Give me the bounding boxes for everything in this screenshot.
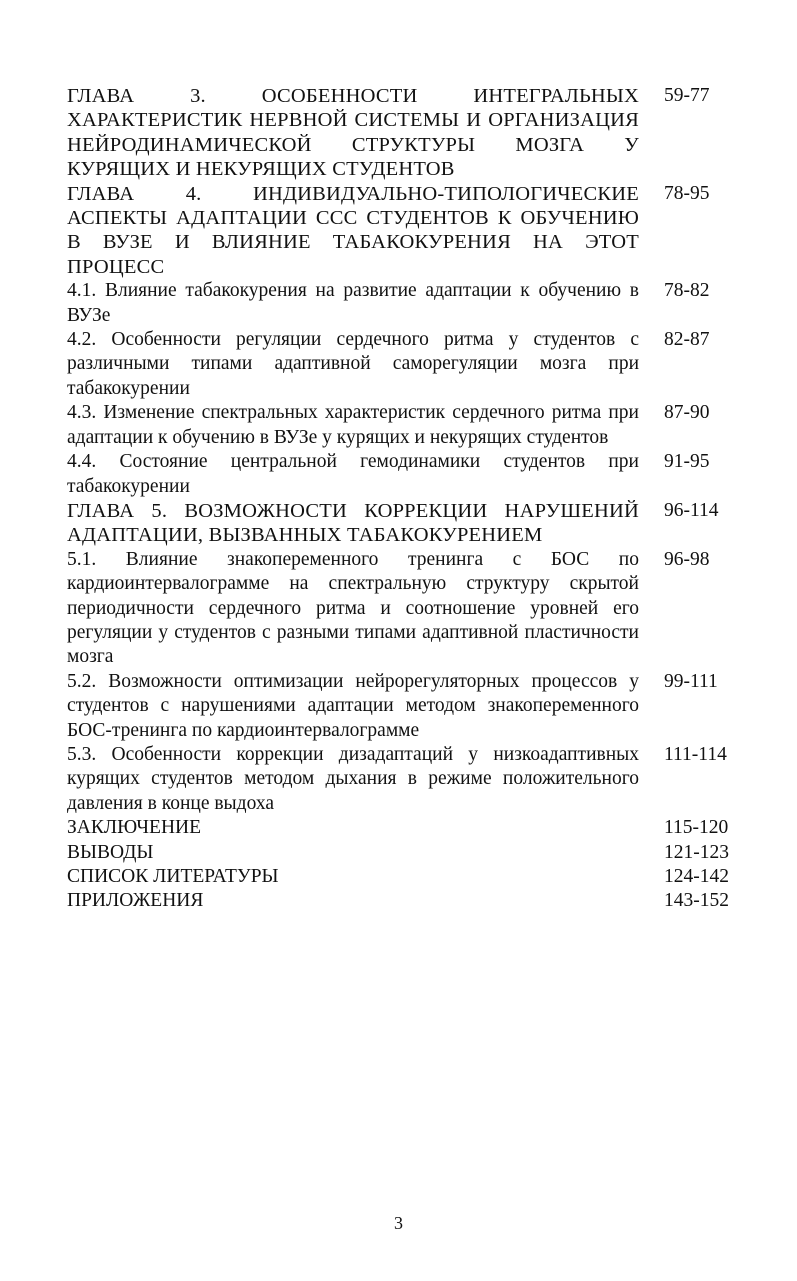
toc-entry-references <box>67 865 747 889</box>
page-number: 3 <box>394 1213 403 1233</box>
toc-entry-title: 5.2. Возможности оптимизации нейрорегуляторных процессов у студентов с нарушениями адаптации методом знакопеременного БОС-тренинга по кардиоинтервалограмме <box>67 670 639 741</box>
toc-entry-title: ЗАКЛЮЧЕНИЕ <box>67 817 202 839</box>
toc-entry-chapter-3 <box>67 84 747 182</box>
toc-entry-title: ГЛАВА 4. ИНДИВИДУАЛЬНО-ТИПОЛОГИЧЕСКИЕ АСПЕКТЫ АДАПТАЦИИ ССС СТУДЕНТОВ К ОБУЧЕНИЮ В ВУЗЕ И ВЛИЯНИЕ ТАБАКОКУРЕНИЯ НА ЭТОТ ПРОЦЕСС <box>67 182 639 278</box>
toc-entry-title: 4.1. Влияние табакокурения на развитие адаптации к обучению в ВУЗе <box>67 280 639 326</box>
toc-entry-title: 4.2. Особенности регуляции сердечного ритма у студентов с различными типами адаптивной саморегуляции мозга при табакокурении <box>67 329 639 399</box>
toc-entry-pages: 78-95 <box>664 182 710 204</box>
toc-entry-pages: 111-114 <box>664 743 727 765</box>
toc-entry-pages: 87-90 <box>664 402 710 424</box>
toc-entry-title: 5.3. Особенности коррекции дизадаптаций у низкоадаптивных курящих студентов методом дыхания в режиме положительного давления в конце выдоха <box>67 743 639 814</box>
toc-entry-pages: 99-111 <box>664 670 718 692</box>
toc-entry-5-3 <box>67 743 747 816</box>
toc-entry-pages: 91-95 <box>664 451 710 473</box>
toc-entry-pages: 82-87 <box>664 329 710 351</box>
toc-entry-pages: 124-142 <box>664 866 729 887</box>
toc-entry-pages: 78-82 <box>664 280 710 302</box>
toc-entry-5-1 <box>67 548 747 670</box>
toc-entry-4-2 <box>67 328 747 401</box>
toc-entry-title: ГЛАВА 3. ОСОБЕННОСТИ ИНТЕГРАЛЬНЫХ ХАРАКТЕРИСТИК НЕРВНОЙ СИСТЕМЫ И ОРГАНИЗАЦИЯ НЕЙРОДИНАМИЧЕСКОЙ СТРУКТУРЫ МОЗГА У КУРЯЩИХ И НЕКУРЯЩИХ СТУДЕНТОВ <box>67 85 639 181</box>
toc-entry-title: СПИСОК ЛИТЕРАТУРЫ <box>67 866 279 887</box>
toc-entry-pages: 96-114 <box>664 499 719 521</box>
toc-entry-title: 4.4. Состояние центральной гемодинамики студентов при табакокурении <box>67 451 639 497</box>
toc-entry-pages: 96-98 <box>664 548 710 570</box>
toc-entry-title: ВЫВОДЫ <box>67 841 154 863</box>
toc-entry-appendices <box>67 889 747 913</box>
toc-entry-5-2 <box>67 670 747 743</box>
toc-entry-findings <box>67 841 747 865</box>
toc-entry-pages: 59-77 <box>664 85 710 106</box>
toc-entry-pages: 121-123 <box>664 841 729 863</box>
toc-entry-chapter-4 <box>67 182 747 280</box>
toc-entry-chapter-5 <box>67 499 747 548</box>
toc-entry-title: 5.1. Влияние знакопеременного тренинга с БОС по кардиоинтервалограмме на спектральную структуру скрытой периодичности сердечного ритма и соотношение уровней его регуляции у студентов с разными типами адаптивной пластичности мозга <box>67 548 639 668</box>
toc-entry-pages: 143-152 <box>664 890 729 912</box>
toc-entry-4-3 <box>67 401 747 450</box>
toc-entry-4-4 <box>67 450 747 499</box>
toc-entry-title: 4.3. Изменение спектральных характеристик сердечного ритма при адаптации к обучению в ВУЗе у курящих и некурящих студентов <box>67 402 639 448</box>
toc-entry-title: ПРИЛОЖЕНИЯ <box>67 890 204 912</box>
table-of-contents <box>67 84 747 914</box>
toc-entry-pages: 115-120 <box>664 817 729 839</box>
toc-entry-conclusion <box>67 816 747 840</box>
toc-entry-title: ГЛАВА 5. ВОЗМОЖНОСТИ КОРРЕКЦИИ НАРУШЕНИЙ АДАПТАЦИИ, ВЫЗВАННЫХ ТАБАКОКУРЕНИЕМ <box>67 499 639 547</box>
toc-entry-4-1 <box>67 279 747 328</box>
